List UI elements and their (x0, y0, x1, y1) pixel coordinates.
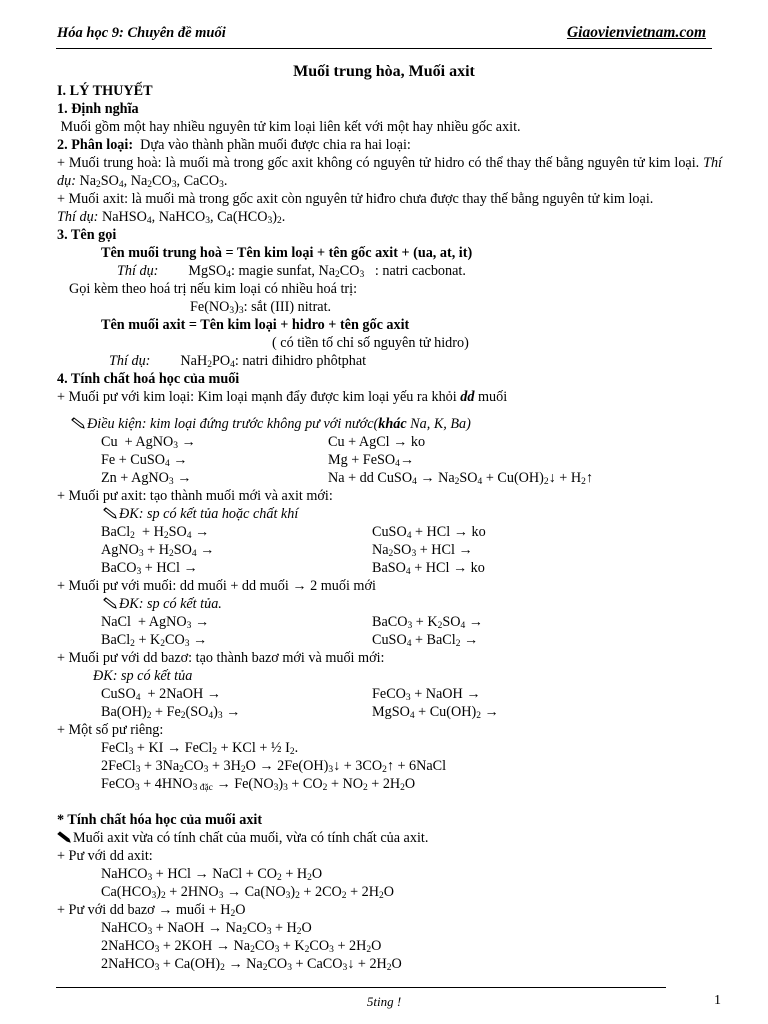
definition-text: Muối gồm một hay nhiều nguyên tử kim loại liên kết với một hay nhiều gốc axit. (60, 119, 521, 135)
page-title: Muối trung hòa, Muối axit (293, 63, 475, 80)
footer-divider (56, 987, 666, 988)
equation-row: $Ba(OH)_2 + Fe_2(SO_4)_3$ → MgSO$_4$ + $Cu(OH)_2$ → (101, 704, 499, 721)
with-base: + Pư với dd bazơ → muối + $H_2O$ (57, 902, 246, 919)
special-reactions: + Một số pư riêng: (57, 722, 164, 738)
equation-row: Zn + AgNO$_3$ → Na + dd CuSO$_4$ → $Na_2SO_4$ + $Cu(OH)_2↓$ + $H_2↑$ (101, 470, 593, 487)
heading-definition: 1. Định nghĩa (57, 101, 139, 117)
pencil-icon (103, 597, 117, 609)
document-body (57, 82, 722, 973)
neutral-naming-rule: Tên muối trung hoà = Tên kim loại + tên gốc axit + (ua, at, it) (101, 245, 473, 261)
acid-naming-example: Thí dụ: $NaH_2PO_4$: natri đihidro phôtphat (109, 353, 367, 370)
section-theory: I. LÝ THUYẾT (57, 83, 153, 99)
equation-row: 2FeCl$_3$ + $3Na_2CO_3 + 3H_2O$ → $2Fe(OH)_3↓$ + $3CO_2↑$ + 6NaCl (101, 758, 447, 775)
heading-acid-salt-props: * Tính chất hóa học của muối axit (57, 812, 263, 828)
condition-base: ĐK: sp có kết tủa (93, 668, 193, 684)
equation-row: BaCl$_2$ + $K_2CO_3$ → CuSO$_4$ + BaCl$_2$ → (101, 632, 479, 649)
neutral-naming-example: Thí dụ: MgSO$_4$: magie sunfat, $Na_2CO_3$ : natri cacbonat. (117, 263, 466, 280)
heading-naming: 3. Tên gọi (57, 227, 117, 243)
classification-line: 2. Phân loại: Dựa vào thành phần muối được chia ra hai loại: (57, 137, 411, 153)
acid-reaction: + Muối pư axit: tạo thành muối mới và axit mới: (57, 488, 333, 504)
equation-row: NaHCO$_3$ + HCl → NaCl + $CO_2 + H_2O$ (101, 866, 323, 883)
equation-row: Cu + AgNO$_3$ → Cu + AgCl → ko (101, 434, 426, 451)
footer-text: 5ting ! (366, 994, 402, 1009)
equation-row: $Ca(HCO_3)_2 + 2HNO_3 \to Ca(NO_3)_2 + 2CO_2 + 2H_2O$ (101, 884, 394, 901)
page-number: 1 (714, 993, 721, 1008)
header-subject: Hóa học 9: Chuyên đề muối (57, 25, 226, 41)
pencil-icon (57, 831, 71, 843)
header-site-link[interactable]: Giaovienvietnam.com (566, 24, 706, 41)
equation-row: Fe + CuSO$_4$ → Mg + FeSO$_4$→ (101, 452, 415, 469)
equation-row: AgNO$_3$ + $H_2SO_4$ → $Na_2SO_3$ + HCl → (101, 542, 473, 559)
acid-naming-rule: Tên muối axit = Tên kim loại + hidro + tên gốc axit (101, 317, 410, 333)
equation-row: 2NaHCO$_3$ + $2KOH \to Na_2CO_3 + K_2CO_3 + 2H_2O$ (101, 938, 382, 955)
valence-note: Gọi kèm theo hoá trị nếu kim loại có nhiều hoá trị: (69, 281, 358, 297)
acid-salt-note: Muối axit vừa có tính chất của muối, vừa có tính chất của axit. (57, 829, 722, 847)
iron-nitrate-example: $Fe(NO_3)_3$: sắt (III) nitrat. (190, 299, 332, 316)
acid-salt-examples: Thí dụ: NaHSO$_4$, NaHCO$_3$, $Ca(HCO_3)_2$. (57, 209, 286, 226)
condition-acid: ĐK: sp có kết tủa hoặc chất khí (57, 505, 722, 523)
equation-row: BaCO$_3$ + HCl → BaSO$_4$ + HCl → ko (101, 560, 485, 577)
equation-row: BaCl$_2$ + $H_2SO_4$ → CuSO$_4$ + HCl → ko (101, 524, 486, 541)
equation-row: 2NaHCO$_3$ + $Ca(OH)_2 \to Na_2CO_3$ + CaCO$_3$↓ + $2H_2O$ (101, 956, 402, 973)
salt-salt-reaction: + Muối pư với muối: dd muối + dd muối → 2 muối mới (57, 578, 376, 594)
acid-salt-def: + Muối axit: là muối mà trong gốc axit còn nguyên tử hiđro chưa được thay thế bằng nguyên tử kim loại. (57, 191, 654, 207)
with-acid: + Pư với dd axit: (57, 848, 153, 864)
equation-row: CuSO$_4$ + 2NaOH → FeCO$_3$ + NaOH → (101, 686, 481, 703)
base-reaction: + Muối pư với dd bazơ: tạo thành bazơ mới và muối mới: (57, 650, 385, 666)
metal-reaction: + Muối pư với kim loại: Kim loại mạnh đẩy được kim loại yếu ra khỏi dd muối (57, 389, 508, 405)
equation-row: FeCO$_3$ + $4HNO_{3 đặc} \to Fe(NO_3)_3 + CO_2 + NO_2 + 2H_2O$ (101, 776, 416, 793)
equation-row: NaHCO$_3$ + NaOH → $Na_2CO_3 + H_2O$ (101, 920, 312, 937)
pencil-icon (103, 507, 117, 519)
neutral-salt-def: + Muối trung hoà: là muối mà trong gốc axit không có nguyên tử hidro có thể thay thế bằng nguyên tử kim loại. Thí dụ: $Na_2SO_4$, $Na_2CO_3$, CaCO$_3$. (57, 155, 723, 190)
equation-row: FeCl$_3$ + KI → FeCl$_2$ + KCl + ½ $I_2$. (101, 740, 299, 757)
prefix-note: ( có tiền tố chỉ số nguyên tử hidro) (272, 335, 469, 351)
condition-metal: Điều kiện: kim loại đứng trước không pư với nước(khác Na, K, Ba) (57, 415, 722, 433)
header-divider (56, 48, 712, 49)
pencil-icon (71, 417, 85, 429)
condition-salt: ĐK: sp có kết tủa. (57, 595, 722, 613)
equation-row: NaCl + AgNO$_3$ → BaCO$_3$ + $K_2SO_4$ → (101, 614, 483, 631)
heading-properties: 4. Tính chất hoá học của muối (57, 371, 240, 387)
